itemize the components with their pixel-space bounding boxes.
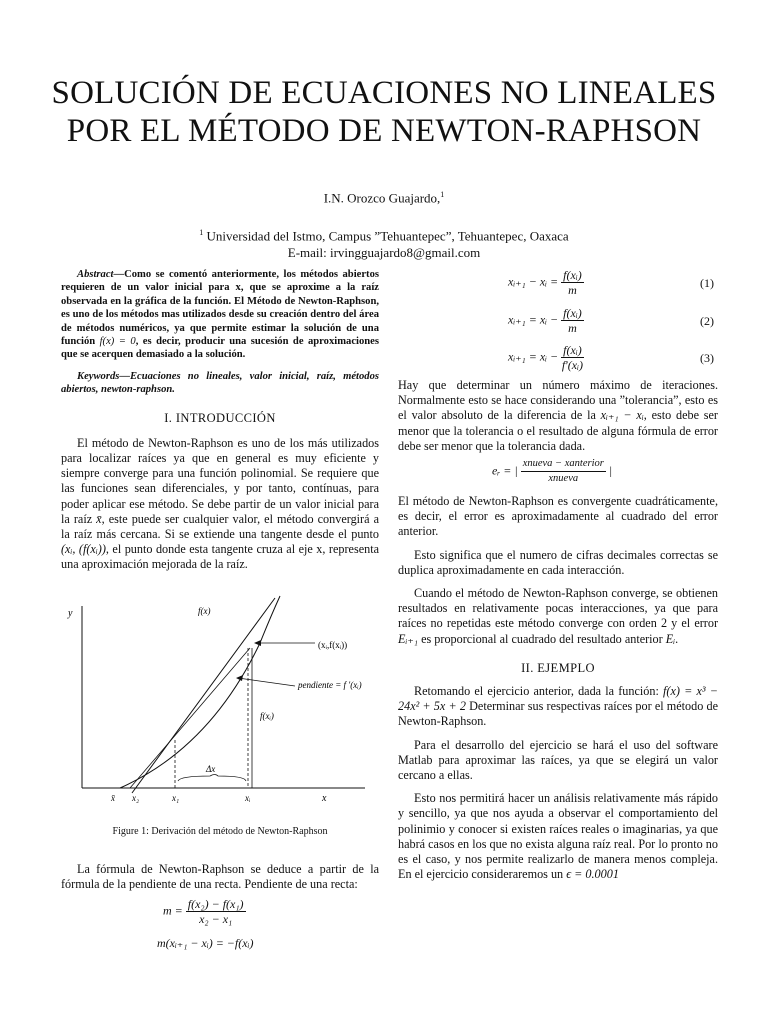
equation-1-number: (1)	[700, 276, 714, 290]
order-text-b: es proporcional al cuadrado del resultado anterior	[418, 631, 666, 646]
eq1-frac	[561, 268, 584, 297]
equation-slope-2: m(xᵢ₊₁ − xᵢ) = −f(xᵢ)	[157, 936, 254, 950]
delta-x-label: Δx	[206, 764, 216, 774]
right-column-top	[398, 378, 718, 454]
tangent-line	[132, 598, 275, 793]
fxi-label: f(xᵢ)	[260, 711, 274, 721]
email: E-mail: irvingguajardo8@gmail.com	[287, 245, 481, 261]
x-axis-label: x	[322, 793, 327, 804]
equation-error	[492, 457, 612, 486]
eq-m-num: f(x₂) − f(x₁)	[187, 897, 244, 911]
equation-3	[508, 343, 584, 372]
eq-m-den: x₂ − x₁	[199, 912, 233, 926]
function-curve	[120, 596, 280, 788]
slope-label: pendiente = f '(xᵢ)	[298, 680, 362, 690]
intro-math-2: (xᵢ, (f(xᵢ))	[61, 542, 106, 557]
slope-paragraph: La fórmula de Newton-Raphson se deduce a partir de la fórmula de la pendiente de una recta. Pendiente de una recta:	[61, 862, 379, 892]
title-line-1: SOLUCIÓN DE ECUACIONES NO LINEALES	[51, 75, 717, 111]
keywords-label: Keywords	[77, 370, 120, 382]
err-den: xnueva	[548, 473, 579, 484]
eq2-frac	[561, 306, 584, 335]
ex3-math: ϵ = 0.0001	[566, 867, 619, 882]
fx-label: f(x)	[198, 606, 211, 616]
tick-xi: xᵢ	[245, 793, 251, 803]
figure-caption: Figure 1: Derivación del método de Newton-Raphson	[112, 826, 328, 837]
left-column-bottom	[61, 862, 379, 892]
tick-x1: x₁	[172, 793, 180, 803]
equation-2-number: (2)	[700, 314, 714, 328]
section-heading-intro: I. INTRODUCCIÓN	[164, 410, 276, 425]
abstract-label: Abstract	[77, 269, 114, 280]
keywords	[61, 370, 379, 397]
eq3-lhs: xᵢ₊₁ = xᵢ −	[508, 349, 559, 364]
tol-math: xᵢ₊₁ − xᵢ	[600, 408, 644, 423]
right-column-middle	[398, 494, 718, 882]
eq2-den: m	[568, 321, 577, 335]
err-num: xnueva − xanterior	[521, 457, 606, 472]
affiliation: Universidad del Istmo, Campus ”Tehuantepec”, Tehuantepec, Oaxaca	[206, 228, 569, 244]
eq2-lhs: xᵢ₊₁ = xᵢ −	[508, 312, 559, 327]
eq3-frac	[561, 343, 584, 372]
ex-text-a: Retomando el ejercicio anterior, dada la función:	[414, 684, 664, 699]
convergence-paragraph: El método de Newton-Raphson es convergente cuadráticamente, es decir, el error es aproximadamente al cuadrado del error anterior.	[398, 494, 718, 539]
ex-text-b: Determinar sus respectivas raíces por el método de Newton-Raphson.	[398, 699, 718, 729]
equation-1	[508, 268, 584, 297]
example-paragraph-2: Para el desarrollo del ejercicio se hará el uso del software Matlab para aproximar las raíces, ya que se elegirá un valor cercano a ellas.	[398, 737, 718, 783]
equation-3-number: (3)	[700, 351, 714, 365]
intro-paragraph	[61, 436, 379, 573]
err-frac	[521, 457, 606, 486]
order-math-2: Eᵢ	[665, 631, 676, 646]
order-math-1: Eᵢ₊₁	[398, 631, 419, 646]
left-column-top	[61, 268, 379, 573]
abstract-text-b: , es decir, producir una sucesión de aproximaciones que se acerquen demasiado a la solución.	[61, 336, 379, 361]
order-paragraph	[398, 586, 718, 647]
order-text-a: Cuando el método de Newton-Raphson converge, se obtienen resultados en relativamente pocas interacciones, ya que para raíces no repetidas este método converge con orden 2 y el error	[398, 586, 718, 631]
author-name: I.N. Orozco Guajardo,	[323, 190, 441, 206]
tol-text-a: Hay que determinar un número máximo de iteraciones. Normalmente esto se hace considerando una ”tolerancia”, esto es el valor absoluto de la diferencia de la	[398, 378, 718, 423]
tick-xbar: x̄	[111, 793, 115, 803]
abstract	[61, 268, 379, 362]
intro-text-a: El método de Newton-Raphson es uno de los más utilizados para localizar raíces ya que en general es muy eficiente y siempre converge para una función polinomial. Se requiere que las funciones sean diferenciales, y por tanto, contínuas, para poder aplicar ese método. Se debe partir de un valor inicial para la raíz	[61, 435, 379, 526]
eq2-num: f(xᵢ)	[563, 306, 582, 320]
abstract-text: —Como se comentó anteriormente, los métodos abiertos requieren de un valor inicial para x, que se aproxime a la raíz observada en la gráfica de la función. El Método de Newton-Raphson, es uno de los métodos mas utilizados desde su creación dentro del área de métodos numéricos, ya que permite estimar la solución de una función	[61, 269, 379, 348]
title-line-2: POR EL MÉTODO DE NEWTON-RAPHSON	[66, 113, 702, 149]
eq1-lhs: xᵢ₊₁ − xᵢ =	[508, 274, 559, 289]
err-rhs: |	[608, 463, 613, 478]
order-text-c: .	[675, 631, 679, 646]
author-line	[0, 190, 768, 206]
keywords-text: —Ecuaciones no lineales, valor inicial, raíz, métodos abiertos, newton-raphson.	[61, 370, 379, 396]
point-label: (xᵢ,f(xᵢ))	[318, 640, 348, 650]
intro-text-c: , el punto donde esta tangente cruza al eje x, representa una aproximación mejorada de la raíz.	[61, 542, 379, 572]
eq1-den: m	[568, 283, 577, 297]
author-sup: 1	[440, 190, 445, 199]
abstract-math: f(x) = 0	[99, 336, 136, 348]
digits-paragraph: Esto significa que el numero de cifras decimales correctas se duplica aproximadamente en cada interacción.	[398, 547, 718, 577]
eq1-num: f(xᵢ)	[563, 268, 582, 282]
slope-arrow	[238, 678, 295, 686]
tol-text-b: , esto debe ser menor que la tolerancia o el resultado de alguna fórmula de error debe ser menor que la tolerancia dada.	[398, 408, 718, 453]
eq-m-lhs: m =	[163, 903, 183, 918]
equation-2	[508, 306, 584, 335]
paper-title	[0, 74, 768, 150]
eq3-den: f′(xᵢ)	[561, 358, 584, 372]
ex-math: f(x) = x³ − 24x² + 5x + 2	[398, 684, 718, 714]
example-paragraph-1	[398, 684, 718, 730]
affiliation-block	[0, 224, 768, 261]
ex3-text: Esto nos permitirá hacer un análisis relativamente más rápido y sencillo, ya que nos ayuda a observar el comportamiento del polinimio y conocer si existen raíces reales o imaginarias, ya que habrá casos en los que no exista alguna raíz real. Por lo pronto no es el caso, y nos permite realizarlo de manera menos compleja. En el ejercicio consideraremos un	[398, 791, 718, 882]
section-heading-example: II. EJEMPLO	[521, 660, 595, 675]
equation-slope	[163, 897, 246, 926]
delta-x-brace	[178, 775, 246, 782]
y-axis-label: y	[68, 608, 73, 619]
secant-line	[130, 648, 250, 788]
tolerance-paragraph	[398, 378, 718, 454]
err-lhs: eᵣ = |	[492, 463, 518, 478]
point-arrowhead	[254, 640, 261, 646]
example-paragraph-3	[398, 791, 718, 882]
eq-m-frac	[186, 897, 246, 926]
figure-newton-raphson	[60, 588, 380, 813]
intro-math-1: x̄	[96, 511, 102, 526]
tick-x2: x₂	[132, 793, 140, 803]
affil-sup: 1	[199, 228, 204, 237]
intro-text-b: , este puede ser cualquier valor, el método convergirá a la raíz más cercana. Si se extiende una tangente desde el punto	[61, 511, 379, 542]
eq3-num: f(xᵢ)	[563, 343, 582, 357]
